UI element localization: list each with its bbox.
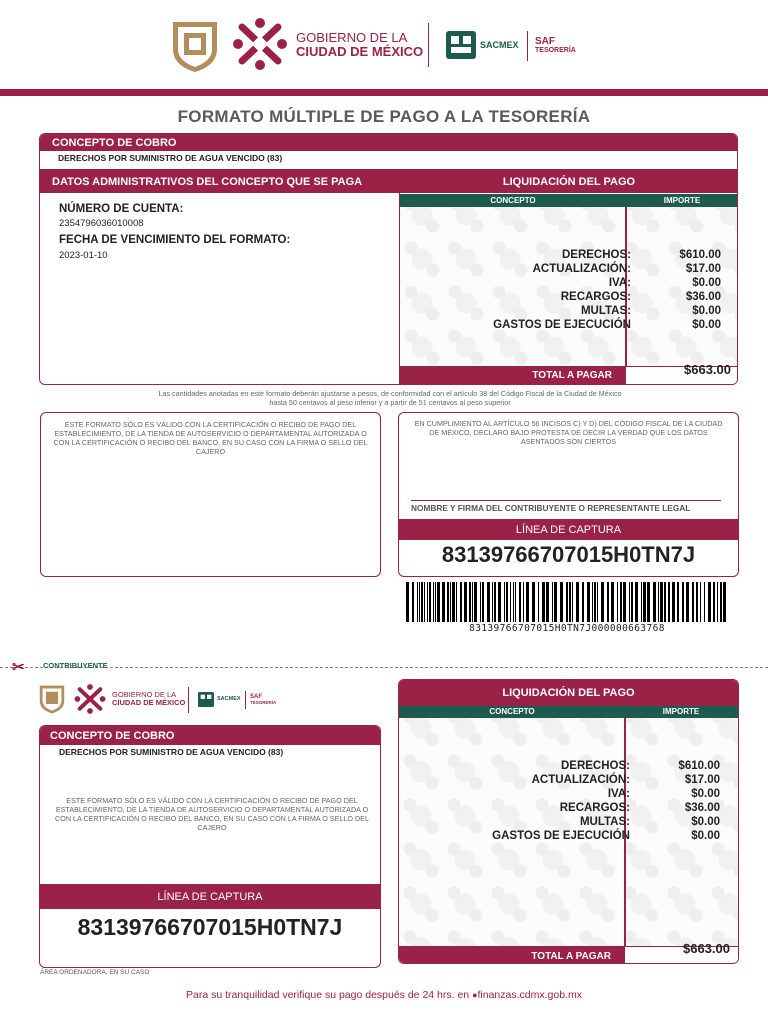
barcode-bar: [647, 582, 650, 622]
barcode-bar: [538, 582, 539, 622]
col-importe: IMPORTE: [662, 707, 700, 716]
scissors-icon: ✂: [12, 659, 25, 676]
gov-logo-text: [296, 31, 423, 60]
barcode-bar: [487, 582, 490, 622]
barcode-bar: [506, 582, 508, 622]
barcode-bar: [572, 582, 573, 622]
barcode-bar: [717, 582, 718, 622]
barcode-bar: [542, 582, 545, 622]
stub-total-row: [399, 941, 738, 964]
footer-link[interactable]: finanzas.cdmx.gob.mx: [477, 989, 582, 1001]
stub-liquidacion-heading: LIQUIDACIÓN DEL PAGO: [399, 680, 738, 706]
barcode-bar: [582, 582, 584, 622]
barcode-bar: [494, 582, 496, 622]
barcode-bar: [532, 582, 535, 622]
row-recargos: [399, 801, 738, 815]
row-label: RECARGOS:: [560, 291, 631, 303]
row-iva: [400, 276, 738, 290]
row-gastos: [400, 318, 738, 332]
barcode-bar: [601, 582, 604, 622]
validity-box: [40, 412, 381, 577]
barcode-bar: [452, 582, 455, 622]
barcode-bar: [635, 582, 638, 622]
row-value: $36.00: [684, 802, 720, 814]
cdmx-logo-icon: [74, 682, 106, 716]
barcode-text: 83139766707015H0TN7J000000663768: [469, 623, 665, 634]
barcode-bar: [472, 582, 473, 622]
row-value: $610.00: [678, 760, 720, 772]
barcode-bar: [713, 582, 715, 622]
page-title: FORMATO MÚLTIPLE DE PAGO A LA TESORERÍA: [177, 107, 591, 126]
row-value: $0.00: [692, 305, 721, 317]
total-value: $663.00: [684, 362, 731, 377]
logo-divider: [188, 687, 189, 713]
stub-liquidacion-table: [399, 706, 738, 964]
barcode-bar: [623, 582, 626, 622]
liquidacion-col-header: [400, 194, 738, 207]
row-label: IVA:: [607, 788, 630, 800]
row-value: $0.00: [692, 319, 721, 331]
barcode-bar: [419, 582, 420, 622]
liquidacion-table: [399, 193, 738, 385]
account-value: 2354796036010008: [59, 218, 144, 229]
barcode-bar: [504, 582, 505, 622]
barcode-bar: [421, 582, 423, 622]
row-label: ACTUALIZACIÓN:: [532, 263, 631, 275]
barcode-bar: [704, 582, 705, 622]
footer-text: Para su tranquilidad verifique su pago después de 24 hrs. en: [186, 989, 473, 1001]
total-value: $663.00: [683, 941, 730, 956]
barcode-bar: [696, 582, 698, 622]
row-actualizacion: [399, 773, 738, 787]
captura-value: 83139766707015H0TN7J: [441, 542, 696, 567]
coat-of-arms-icon: [38, 684, 66, 714]
stub-captura-heading: LÍNEA DE CAPTURA: [40, 884, 380, 909]
barcode-bar: [429, 582, 431, 622]
stub-captura-value: 83139766707015H0TN7J: [77, 914, 343, 940]
gov-line1: GOBIERNO DE LA: [112, 690, 177, 699]
barcode-bar: [672, 582, 675, 622]
barcode-bar: [450, 582, 451, 622]
barcode-bar: [515, 582, 516, 622]
barcode-bar: [587, 582, 590, 622]
barcode-bar: [620, 582, 622, 622]
account-label: NÚMERO DE CUENTA:: [59, 203, 184, 215]
barcode-bar: [617, 582, 618, 622]
cut-line: [0, 667, 768, 668]
stub-concepto-box: [39, 725, 381, 968]
concepto-heading: CONCEPTO DE COBRO: [40, 134, 737, 151]
row-iva: [399, 787, 738, 801]
barcode-image: [404, 582, 730, 622]
row-actualizacion: [400, 262, 738, 276]
barcode-bar: [523, 582, 524, 622]
stub-validity-text: ESTE FORMATO SÓLO ES VÁLIDO CON LA CERTIFICACIÓN O RECIBO DE PAGO DEL ESTABLECIMIENTO, DE LA TIENDA DE AUTOSERVICIO O DEPARTAMENTAL AUTORIZADA O CON LA CERTIFICACIÓN O RECIBO DEL BANCO, EN SU CASO CON LA FIRMA O SELLO DEL CAJERO: [55, 796, 369, 832]
barcode-bar: [641, 582, 642, 622]
saf-logo-text: [535, 36, 576, 55]
col-concepto: CONCEPTO: [490, 196, 536, 205]
logo-divider: [428, 23, 429, 67]
concepto-value: DERECHOS POR SUMINISTRO DE AGUA VENCIDO (83): [58, 153, 283, 163]
header-rule: [0, 89, 768, 96]
logo-divider-2: [527, 31, 528, 61]
barcode-bar: [492, 582, 493, 622]
row-label: MULTAS:: [580, 305, 631, 317]
barcode-bar: [442, 582, 445, 622]
row-value: $17.00: [685, 263, 721, 275]
barcode-bar: [498, 582, 501, 622]
col-concepto: CONCEPTO: [489, 707, 535, 716]
barcode-bar: [692, 582, 694, 622]
row-label: DERECHOS:: [560, 760, 630, 772]
globe-icon: ●: [472, 990, 478, 1000]
barcode-bar: [597, 582, 598, 622]
row-label: GASTOS DE EJECUCIÓN: [493, 319, 631, 331]
barcode-bar: [653, 582, 656, 622]
liquidacion-heading: LIQUIDACIÓN DEL PAGO: [502, 176, 636, 188]
barcode-bar: [592, 582, 593, 622]
barcode-bar: [677, 582, 679, 622]
gov-line1: GOBIERNO DE LA: [296, 30, 408, 45]
header-logos: [170, 15, 610, 77]
row-value: $17.00: [684, 774, 720, 786]
total-label: TOTAL A PAGAR: [399, 947, 625, 964]
due-date-value: 2023-01-10: [59, 250, 108, 261]
gov-line2: CIUDAD DE MÉXICO: [112, 698, 186, 708]
row-label: IVA:: [608, 277, 631, 289]
row-multas: [399, 815, 738, 829]
barcode-bar: [412, 582, 414, 622]
logo-divider-2: [245, 691, 246, 709]
row-value: $0.00: [691, 830, 720, 842]
barcode-bar: [546, 582, 549, 622]
barcode-bar: [576, 582, 579, 622]
barcode-bar: [668, 582, 670, 622]
barcode-bar: [482, 582, 484, 622]
row-value: $0.00: [692, 277, 721, 289]
row-multas: [400, 304, 738, 318]
barcode-bar: [513, 582, 514, 622]
barcode-bar: [594, 582, 596, 622]
barcode-bar: [569, 582, 571, 622]
barcode-bar: [480, 582, 481, 622]
captura-heading: LÍNEA DE CAPTURA: [399, 519, 738, 540]
barcode-bar: [566, 582, 568, 622]
barcode-bar: [554, 582, 557, 622]
sacmex-logo-icon: [198, 692, 214, 707]
admin-heading: DATOS ADMINISTRATIVOS DEL CONCEPTO QUE SE PAGA: [52, 176, 363, 188]
barcode-bar: [607, 582, 609, 622]
validity-text: ESTE FORMATO SÓLO ES VÁLIDO CON LA CERTIFICACIÓN O RECIBO DE PAGO DEL ESTABLECIMIENTO, DE LA TIENDA DE AUTOSERVICIO O DEPARTAMENTAL AUTORIZADA O CON LA CERTIFICACIÓN O RECIBO DEL BANCO, EN SU CASO CON LA FIRMA O SELLO DEL CAJERO: [53, 420, 368, 456]
rounding-note-2: hasta 50 centavos al peso inferior y a partir de 51 centavos al peso superior: [269, 398, 511, 407]
saf-label: SAF: [535, 36, 555, 47]
row-recargos: [400, 290, 738, 304]
barcode-bar: [643, 582, 646, 622]
row-gastos: [399, 829, 738, 843]
total-row: [400, 362, 738, 384]
saf-label: SAF: [250, 694, 262, 700]
rounding-note-1: Las cantidades anotadas en este formato deberán ajustarse a pesos, de conformidad con el artículo 38 del Código Fiscal de la Ciudad de México: [158, 389, 622, 398]
row-label: ACTUALIZACIÓN:: [531, 774, 630, 786]
barcode-bar: [406, 582, 409, 622]
concepto-box: [39, 133, 738, 385]
declaration-box: [398, 412, 739, 577]
cdmx-logo-icon: [232, 15, 288, 73]
contribuyente-label: CONTRIBUYENTE: [43, 661, 108, 670]
barcode-bar: [629, 582, 630, 622]
barcode-bar: [435, 582, 436, 622]
sacmex-label: SACMEX: [480, 40, 519, 50]
rounding-note: [40, 389, 740, 407]
barcode-bar: [417, 582, 418, 622]
row-label: GASTOS DE EJECUCIÓN: [492, 830, 630, 842]
stub-logos: [38, 682, 298, 718]
area-ordenadora-label: ÁREA ORDENADORA, EN SU CASO: [40, 969, 150, 976]
barcode-bar: [560, 582, 563, 622]
declaration-text: EN CUMPLIMIENTO AL ARTÍCULO 56 INCISOS C) Y D) DEL CÓDIGO FISCAL DE LA CIUDAD DE MÉXICO, DECLARO BAJO PROTESTA DE DECIR LA VERDAD QUE LOS DATOS ASENTADOS SON CIERTOS: [414, 419, 723, 446]
barcode-bar: [611, 582, 614, 622]
barcode-bar: [664, 582, 666, 622]
barcode-bar: [464, 582, 467, 622]
row-derechos: [400, 248, 738, 262]
row-value: $610.00: [679, 249, 721, 261]
row-derechos: [399, 759, 738, 773]
row-label: RECARGOS:: [559, 802, 630, 814]
barcode-bar: [447, 582, 449, 622]
stub-liquidacion-col-header: [399, 706, 738, 718]
liquidacion-rows: [400, 248, 738, 332]
footer-note: [0, 989, 768, 1001]
barcode-bar: [660, 582, 663, 622]
row-label: MULTAS:: [579, 816, 630, 828]
sacmex-label: SACMEX: [217, 696, 241, 702]
barcode-bar: [474, 582, 477, 622]
gov-logo-text-small: [112, 691, 185, 708]
barcode-bar: [552, 582, 553, 622]
row-value: $0.00: [691, 788, 720, 800]
barcode-bar: [437, 582, 440, 622]
row-value: $36.00: [685, 291, 721, 303]
barcode-bar: [424, 582, 425, 622]
tesoreria-label: TESORERÍA: [535, 47, 576, 54]
saf-logo-text: [250, 694, 276, 706]
total-label: TOTAL A PAGAR: [400, 367, 626, 384]
barcode-bar: [720, 582, 722, 622]
stub-liquidacion-rows: [399, 759, 738, 843]
row-label: DERECHOS:: [561, 249, 631, 261]
barcode-bar: [519, 582, 521, 622]
signature-label: NOMBRE Y FIRMA DEL CONTRIBUYENTE O REPRESENTANTE LEGAL: [411, 500, 721, 513]
barcode-bar: [686, 582, 689, 622]
barcode-bar: [469, 582, 471, 622]
col-importe: IMPORTE: [663, 196, 701, 205]
stub-concepto-value: DERECHOS POR SUMINISTRO DE AGUA VENCIDO (83): [59, 747, 284, 757]
barcode-bar: [700, 582, 701, 622]
coat-of-arms-icon: [170, 19, 220, 73]
barcode-bar: [510, 582, 511, 622]
barcode-bar: [456, 582, 457, 622]
stub-liquidacion-box: [398, 679, 739, 964]
row-value: $0.00: [691, 816, 720, 828]
barcode-bar: [460, 582, 462, 622]
gov-line2: CIUDAD DE MÉXICO: [296, 44, 424, 60]
barcode-bar: [433, 582, 434, 622]
barcode-bar: [723, 582, 726, 622]
barcode-bar: [658, 582, 659, 622]
barcode-bar: [631, 582, 633, 622]
stub-concepto-heading: CONCEPTO DE COBRO: [40, 726, 380, 745]
barcode-bar: [427, 582, 428, 622]
tesoreria-label: TESORERÍA: [250, 699, 277, 705]
barcode-bar: [708, 582, 711, 622]
sacmex-logo-icon: [446, 31, 476, 59]
barcode-bar: [682, 582, 684, 622]
barcode-bar: [526, 582, 529, 622]
due-date-label: FECHA DE VENCIMIENTO DEL FORMATO:: [59, 234, 291, 246]
